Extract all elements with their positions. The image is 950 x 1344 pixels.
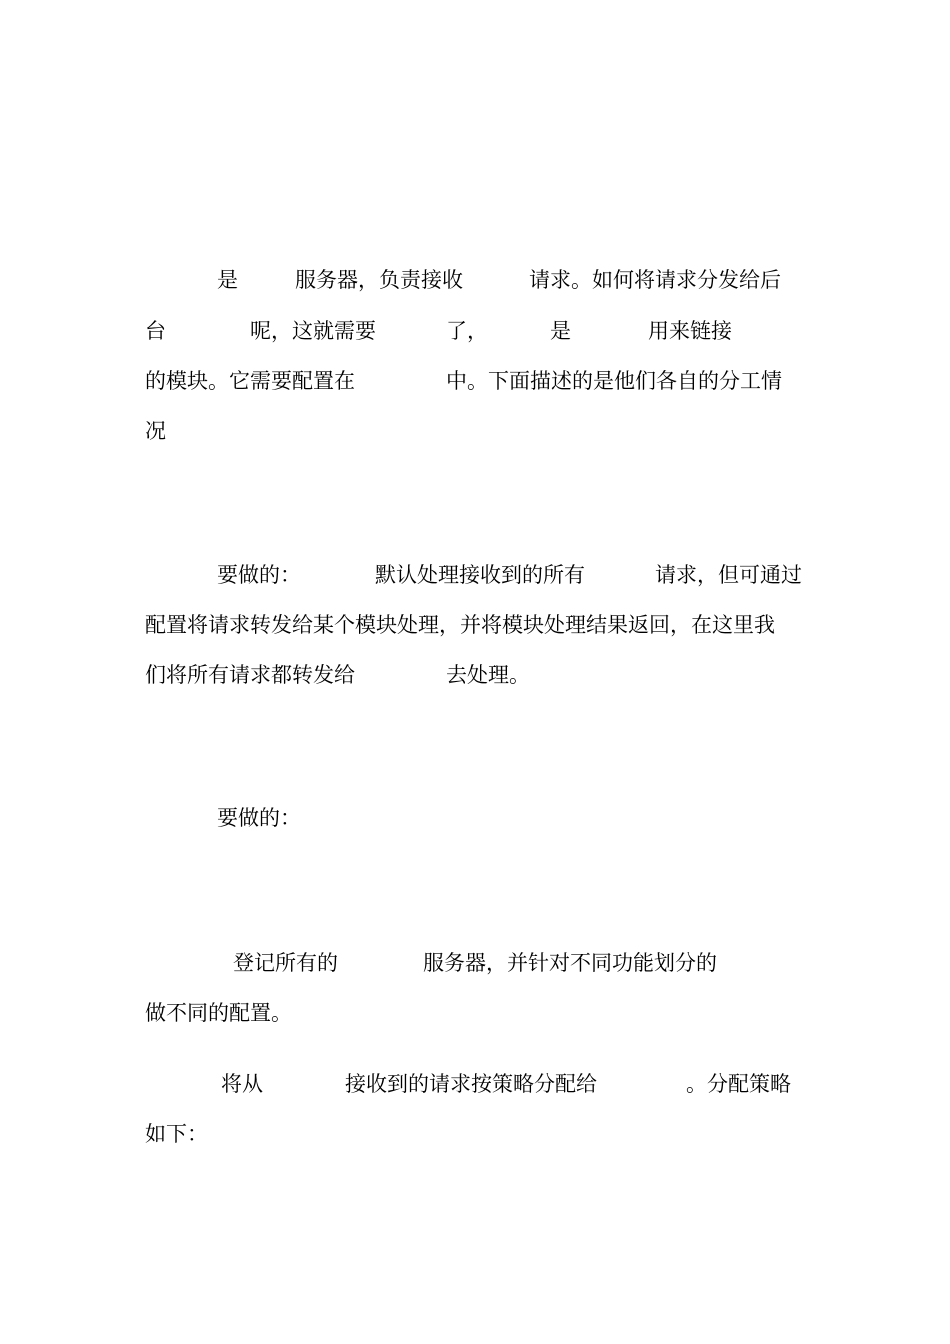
paragraph-1-line-2 (0, 316, 950, 346)
text-fragment: 况 (145, 419, 166, 443)
paragraph-2-line-3 (0, 660, 950, 690)
text-fragment: 默认处理接收到的所有 (375, 563, 585, 587)
text-fragment: 配置将请求转发给某个模块处理，并将模块处理结果返回，在这里我 (145, 613, 775, 637)
paragraph-5-line-2 (0, 1119, 950, 1149)
text-fragment: 去处理。 (446, 663, 530, 687)
text-fragment: 用来链接 (648, 319, 732, 343)
paragraph-2-line-2 (0, 610, 950, 640)
text-fragment: 做不同的配置。 (145, 1001, 292, 1025)
text-fragment: 请求，但可通过 (655, 563, 802, 587)
paragraph-3-line-1 (0, 803, 950, 833)
paragraph-1-line-1 (0, 265, 950, 295)
paragraph-1-line-4 (0, 416, 950, 446)
text-fragment: 的模块。它需要配置在 (145, 369, 355, 393)
text-fragment: 是 (550, 319, 571, 343)
text-fragment: 台 (145, 319, 166, 343)
text-fragment: 们将所有请求都转发给 (145, 663, 355, 687)
paragraph-4-line-1 (0, 948, 950, 978)
text-fragment: 。分配策略 (686, 1072, 791, 1096)
text-fragment: 将从 (221, 1072, 263, 1096)
paragraph-2-line-1 (0, 560, 950, 590)
paragraph-4-line-2 (0, 998, 950, 1028)
text-fragment: 中。下面描述的是他们各自的分工情 (446, 369, 782, 393)
text-fragment: 登记所有的 (233, 951, 338, 975)
paragraph-5-line-1 (0, 1069, 950, 1099)
text-fragment: 要做的： (217, 563, 301, 587)
text-fragment: 了， (446, 319, 488, 343)
text-fragment: 请求。如何将请求分发给后 (529, 268, 781, 292)
text-fragment: 服务器，并针对不同功能划分的 (423, 951, 717, 975)
text-fragment: 呢，这就需要 (250, 319, 376, 343)
text-fragment: 要做的： (217, 806, 301, 830)
paragraph-1-line-3 (0, 366, 950, 396)
text-fragment: 服务器，负责接收 (295, 268, 463, 292)
text-fragment: 是 (217, 268, 238, 292)
text-fragment: 接收到的请求按策略分配给 (345, 1072, 597, 1096)
text-fragment: 如下： (145, 1122, 208, 1146)
